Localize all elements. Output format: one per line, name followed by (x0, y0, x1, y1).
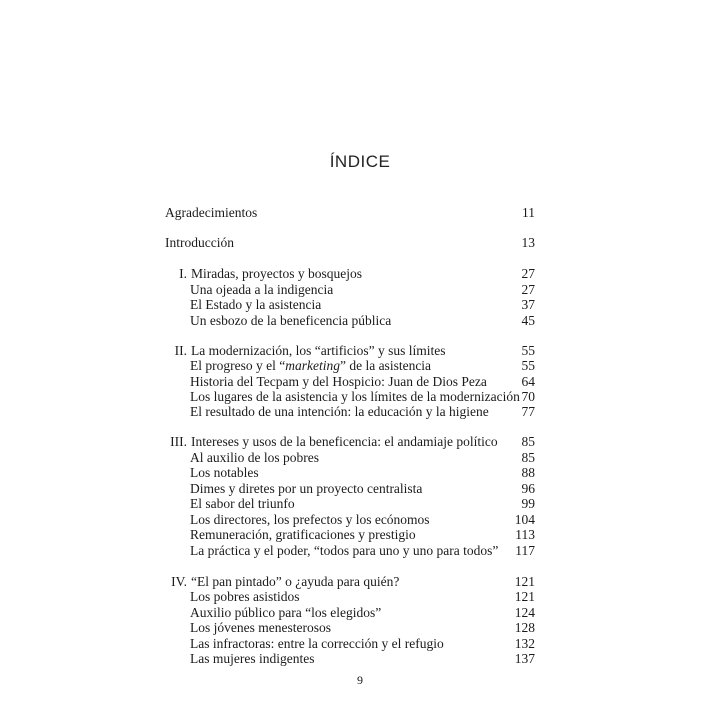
section-title: Un esbozo de la beneficencia pública (190, 313, 392, 328)
toc-page-number: 37 (521, 297, 535, 312)
chapter-title: “El pan pintado” o ¿ayuda para quién? (191, 574, 400, 589)
section-title: Las infractoras: entre la corrección y el refugio (190, 636, 444, 651)
chapter-title: Intereses y usos de la beneficencia: el andamiaje político (191, 434, 498, 449)
toc-entry[interactable] (0, 450, 535, 466)
toc-page-number: 117 (515, 543, 535, 558)
toc-entry[interactable] (0, 636, 535, 652)
toc-page-number: 85 (521, 450, 535, 465)
toc-page-number: 121 (514, 574, 535, 589)
section-title: Historia del Tecpam y del Hospicio: Juan de Dios Peza (190, 374, 487, 389)
chapter-title: La modernización, los “artificios” y sus límites (191, 343, 446, 358)
toc-entry[interactable] (0, 574, 535, 590)
toc-page-number: 27 (521, 282, 535, 297)
toc-page-number: 13 (521, 235, 535, 250)
toc-entry[interactable] (0, 404, 535, 420)
toc-entry[interactable] (0, 374, 535, 390)
toc-entry[interactable] (0, 481, 535, 497)
section-title: Los lugares de la asistencia y los límites de la modernización (190, 389, 520, 404)
toc-entry[interactable] (0, 527, 535, 543)
toc-entry[interactable] (0, 205, 535, 221)
section-title: El progreso y el “marketing” de la asistencia (190, 358, 432, 373)
toc-entry[interactable] (0, 496, 535, 512)
section-title: Auxilio público para “los elegidos” (190, 605, 382, 620)
section-title: Los directores, los prefectos y los ecónomos (190, 512, 430, 527)
section-title: El Estado y la asistencia (190, 297, 322, 312)
chapter-title: Introducción (165, 235, 234, 250)
toc-entry[interactable] (0, 605, 535, 621)
toc-entry[interactable] (0, 235, 535, 251)
toc-entry[interactable] (0, 465, 535, 481)
toc-entry[interactable] (0, 434, 535, 450)
toc-page-number: 11 (522, 205, 535, 220)
toc-page-number: 128 (514, 620, 535, 635)
toc-page-number: 121 (514, 589, 535, 604)
section-title: El sabor del triunfo (190, 496, 295, 511)
chapter-title: Agradecimientos (165, 205, 258, 220)
toc-page-number: 113 (515, 527, 535, 542)
toc-entry[interactable] (0, 313, 535, 329)
toc-page-number: 88 (521, 465, 535, 480)
chapter-number: II. (174, 343, 187, 358)
toc-entry[interactable] (0, 543, 535, 559)
toc-page-number: 104 (514, 512, 535, 527)
section-title: Remuneración, gratificaciones y prestigio (190, 527, 416, 542)
toc-entry[interactable] (0, 620, 535, 636)
toc-page-number: 137 (514, 651, 535, 666)
toc-page-number: 27 (521, 266, 535, 281)
toc-entry[interactable] (0, 343, 535, 359)
toc-page-number: 99 (521, 496, 535, 511)
toc-page-number: 64 (521, 374, 535, 389)
emphasis-text: marketing (285, 358, 340, 373)
toc-page-number: 85 (521, 434, 535, 449)
toc-page-number: 55 (521, 358, 535, 373)
section-title: Los notables (190, 465, 259, 480)
section-title: Los jóvenes menesterosos (190, 620, 331, 635)
chapter-number: III. (170, 434, 187, 449)
toc-entry[interactable] (0, 282, 535, 298)
chapter-title: Miradas, proyectos y bosquejos (191, 266, 362, 281)
toc-page-number: 96 (521, 481, 535, 496)
toc-page-number: 45 (521, 313, 535, 328)
toc-page-number: 77 (521, 404, 535, 419)
toc-entry[interactable] (0, 358, 535, 374)
toc-page-number: 132 (514, 636, 535, 651)
chapter-number: IV. (171, 574, 187, 589)
section-title: El resultado de una intención: la educación y la higiene (190, 404, 489, 419)
toc-entry[interactable] (0, 389, 535, 405)
toc-entry[interactable] (0, 651, 535, 667)
chapter-number: I. (179, 266, 187, 281)
toc-page-number: 124 (514, 605, 535, 620)
section-title: Una ojeada a la indigencia (190, 282, 334, 297)
section-title: Las mujeres indigentes (190, 651, 315, 666)
page-title: ÍNDICE (329, 152, 391, 171)
toc-page-number: 70 (521, 389, 535, 404)
toc-entry[interactable] (0, 512, 535, 528)
page-number: 9 (357, 673, 363, 687)
section-title: La práctica y el poder, “todos para uno y uno para todos” (190, 543, 499, 558)
section-title: Los pobres asistidos (190, 589, 300, 604)
toc-entry[interactable] (0, 589, 535, 605)
section-title: Dimes y diretes por un proyecto centralista (190, 481, 423, 496)
toc-entry[interactable] (0, 266, 535, 282)
toc-entry[interactable] (0, 297, 535, 313)
toc-page-number: 55 (521, 343, 535, 358)
section-title: Al auxilio de los pobres (190, 450, 319, 465)
